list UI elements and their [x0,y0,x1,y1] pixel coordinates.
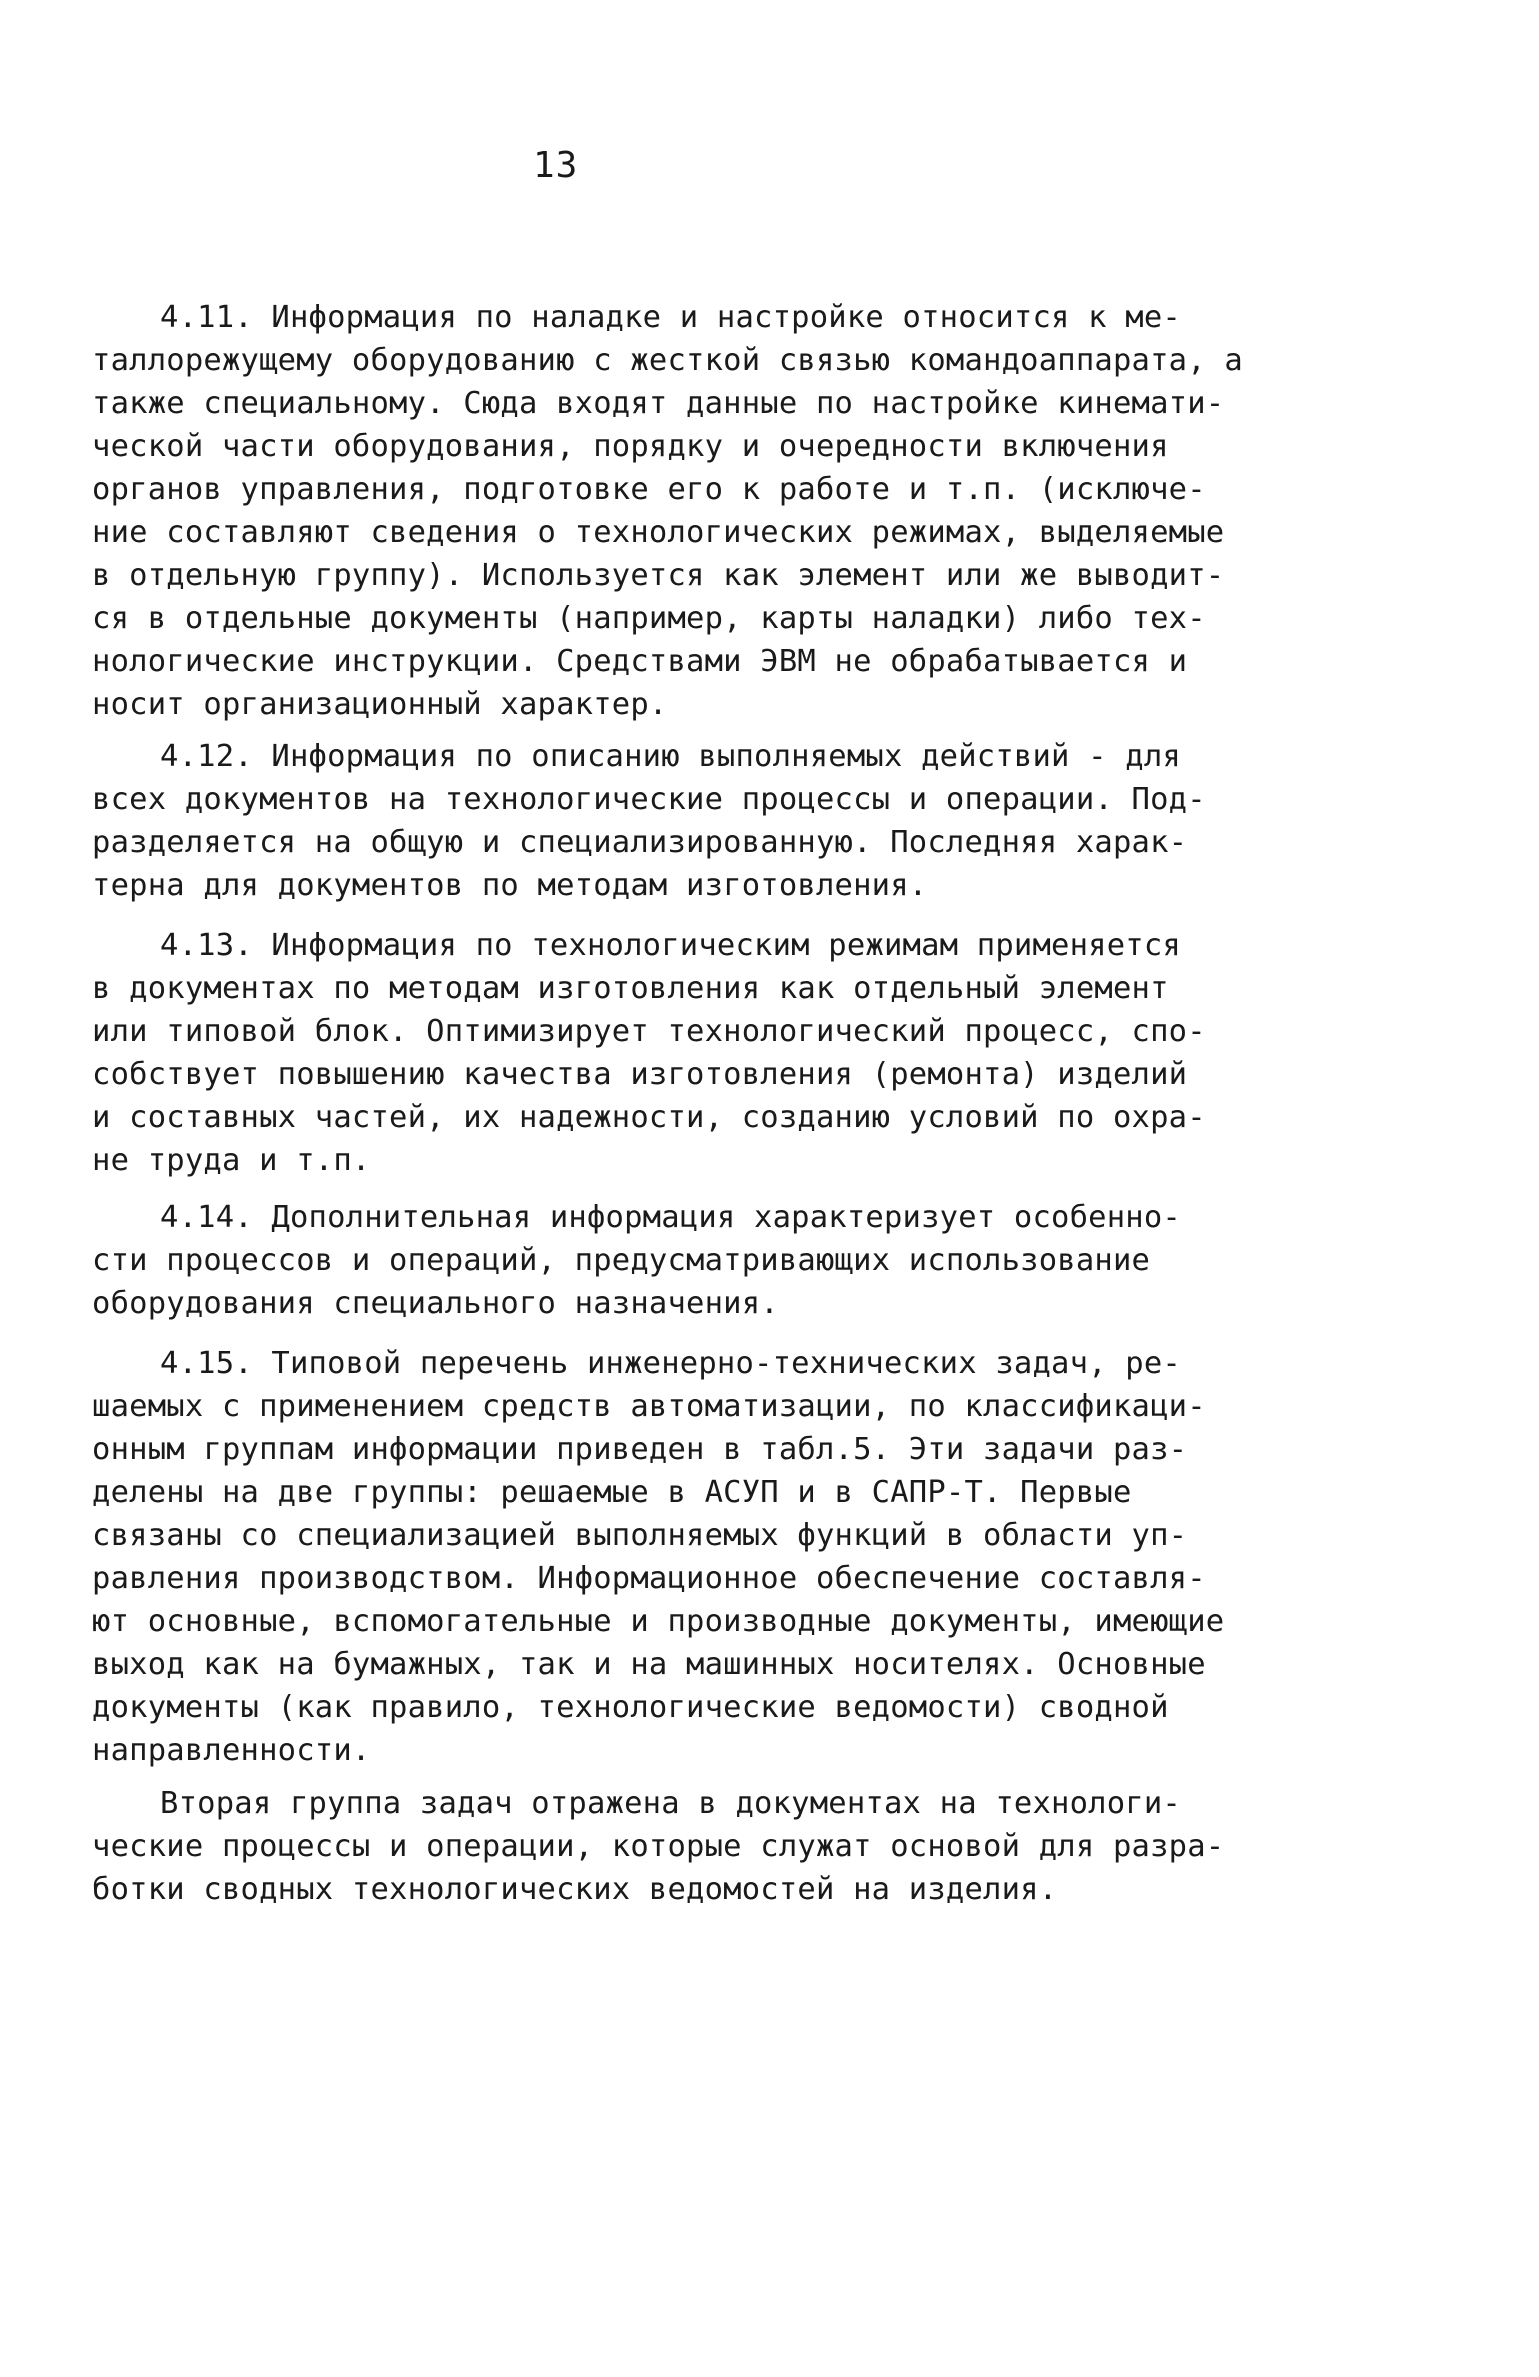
text-line: также специальному. Сюда входят данные по настройке кинемати- [92,386,1225,421]
text-line: сти процессов и операций, предусматривающих использование [92,1243,1151,1278]
text-line: собствует повышению качества изготовления (ремонта) изделий [92,1057,1188,1092]
text-line: 4.11. Информация по наладке и настройке относится к ме- [160,300,1181,335]
text-line: делены на две группы: решаемые в АСУП и в САПР-Т. Первые [92,1475,1132,1510]
text-line: ют основные, вспомогательные и производные документы, имеющие [92,1604,1225,1639]
paragraph-4-14 [92,1196,1192,1325]
text-line: выход как на бумажных, так и на машинных носителях. Основные [92,1647,1206,1682]
paragraph-4-12 [92,735,1206,907]
text-line: в документах по методам изготовления как отдельный элемент [92,971,1169,1006]
text-line: или типовой блок. Оптимизирует технологический процесс, спо- [92,1014,1206,1049]
text-line: ние составляют сведения о технологических режимах, выделяемые [92,515,1225,550]
paragraph-second-group [92,1782,1225,1911]
text-line: 4.14. Дополнительная информация характеризует особенно- [160,1200,1181,1235]
text-line: ботки сводных технологических ведомостей на изделия. [92,1872,1058,1907]
text-line: органов управления, подготовке его к работе и т.п. (исключе- [92,472,1206,507]
text-line: не труда и т.п. [92,1143,371,1178]
text-line: документы (как правило, технологические ведомости) сводной [92,1690,1169,1725]
text-line: нологические инструкции. Средствами ЭВМ не обрабатывается и [92,644,1188,679]
text-line: терна для документов по методам изготовления. [92,868,928,903]
text-line: направленности. [92,1733,371,1768]
text-line: онным группам информации приведен в табл.5. Эти задачи раз- [92,1432,1188,1467]
text-line: ческой части оборудования, порядку и очередности включения [92,429,1169,464]
text-line: разделяется на общую и специализированную. Последняя харак- [92,825,1188,860]
paragraph-4-13 [92,924,1206,1182]
page-number: 13 [533,145,579,186]
text-line: 4.15. Типовой перечень инженерно-технических задач, ре- [160,1346,1181,1381]
text-line: в отдельную группу). Используется как элемент или же выводит- [92,558,1225,593]
text-line: 4.13. Информация по технологическим режимам применяется [160,928,1181,963]
paragraph-4-11 [92,296,1243,726]
text-line: 4.12. Информация по описанию выполняемых действий - для [160,739,1181,774]
text-line: шаемых с применением средств автоматизации, по классификаци- [92,1389,1206,1424]
text-line: ся в отдельные документы (например, карты наладки) либо тех- [92,601,1206,636]
text-line: таллорежущему оборудованию с жесткой связью командоаппарата, а [92,343,1243,378]
text-line: ческие процессы и операции, которые служат основой для разра- [92,1829,1225,1864]
text-line: носит организационный характер. [92,687,668,722]
text-line: Вторая группа задач отражена в документах на технологи- [160,1786,1181,1821]
text-line: всех документов на технологические процессы и операции. Под- [92,782,1206,817]
text-line: и составных частей, их надежности, созданию условий по охра- [92,1100,1206,1135]
text-line: оборудования специального назначения. [92,1286,779,1321]
paragraph-4-15 [92,1342,1225,1772]
text-line: связаны со специализацией выполняемых функций в области уп- [92,1518,1188,1553]
text-line: равления производством. Информационное обеспечение составля- [92,1561,1206,1596]
